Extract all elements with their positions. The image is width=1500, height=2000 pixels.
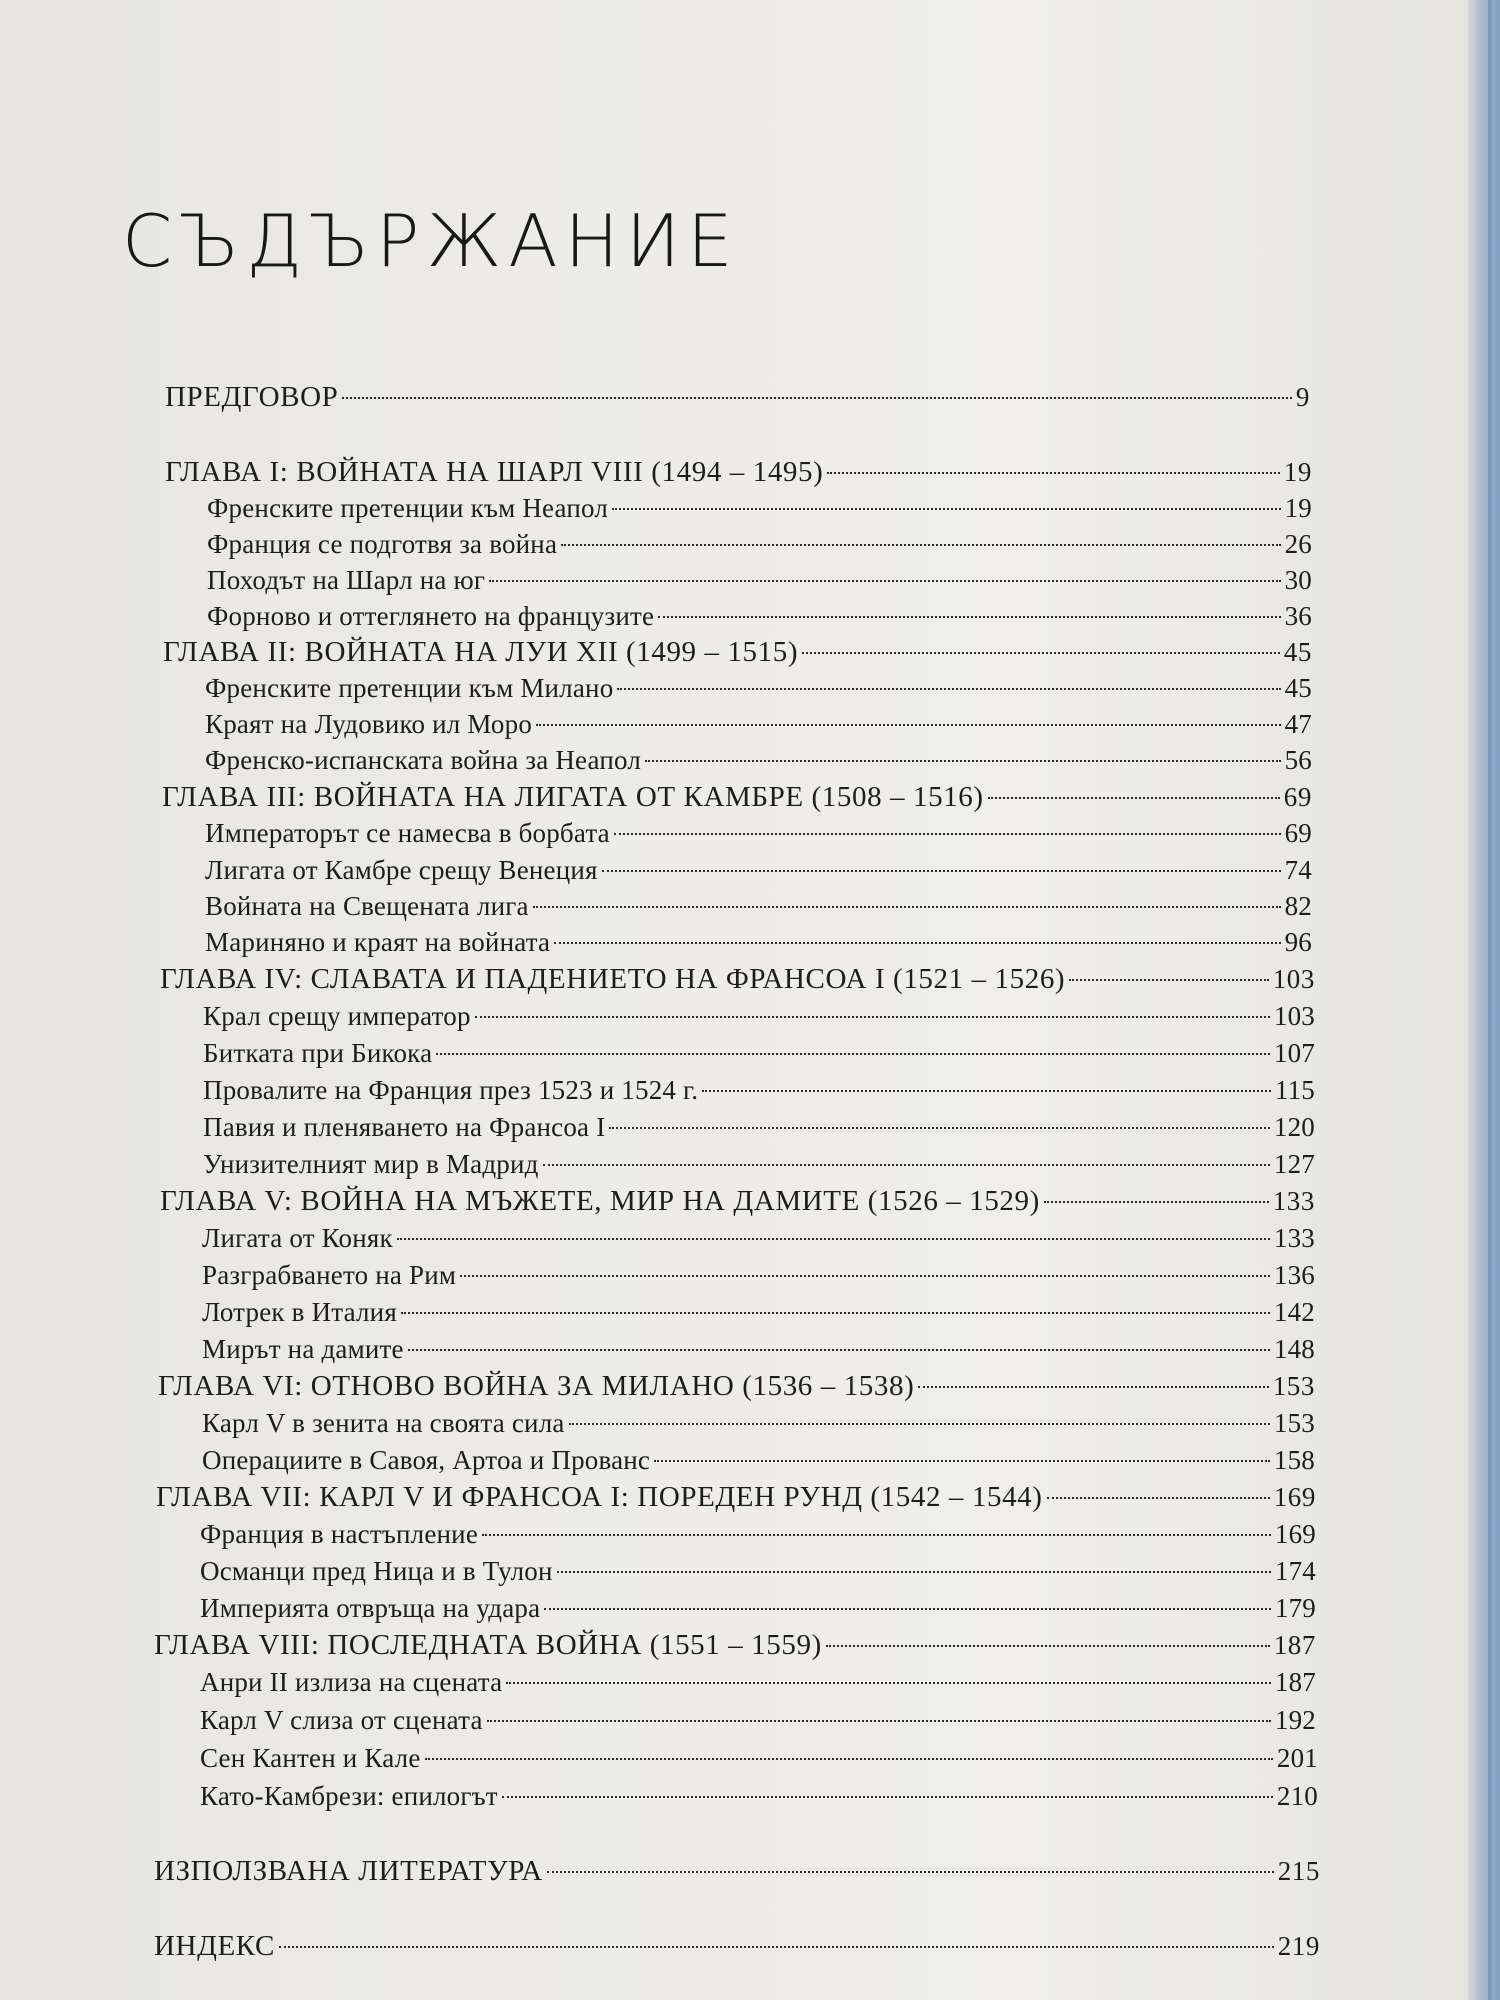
dot-leader <box>506 1682 1271 1684</box>
dot-leader <box>614 833 1281 835</box>
toc-page-number: 36 <box>1284 601 1312 631</box>
dot-leader <box>487 1720 1271 1722</box>
toc-section-entry <box>203 1145 1315 1183</box>
dot-leader <box>397 1238 1270 1240</box>
toc-entry-title: Мариняно и краят на войната <box>205 927 551 957</box>
toc-page-number: 103 <box>1273 1001 1315 1031</box>
toc-section-entry <box>205 923 1312 961</box>
toc-page-number: 219 <box>1277 1931 1320 1961</box>
toc-section-entry <box>205 705 1312 743</box>
dot-leader <box>569 1423 1270 1425</box>
dot-leader <box>489 580 1280 582</box>
dot-leader <box>658 616 1280 618</box>
toc-entry-title: Лотрек в Италия <box>202 1297 397 1327</box>
toc-section-entry <box>205 887 1312 925</box>
toc-entry-title: Операциите в Савоя, Артоа и Прованс <box>202 1445 651 1475</box>
toc-page-number: 74 <box>1284 855 1312 885</box>
toc-entry-title: Франция в настъпление <box>200 1519 478 1549</box>
toc-section-entry <box>205 851 1312 889</box>
toc-entry-title: ГЛАВА VI: ОТНОВО ВОЙНА ЗА МИЛАНО (1536 – 1538) <box>158 1370 915 1402</box>
toc-entry-title: Мирът на дамите <box>202 1334 404 1364</box>
toc-entry-title: Анри II излиза на сцената <box>200 1667 503 1697</box>
toc-section-entry <box>202 1256 1315 1294</box>
toc-entry-title: ГЛАВА VIII: ПОСЛЕДНАТА ВОЙНА (1551 – 1559) <box>154 1629 822 1661</box>
toc-page-number: 107 <box>1273 1038 1315 1068</box>
dot-leader <box>436 1053 1270 1055</box>
toc-page-number: 215 <box>1277 1856 1320 1886</box>
dot-leader <box>475 1016 1270 1018</box>
dot-leader <box>536 724 1281 726</box>
dot-leader <box>1047 1497 1270 1499</box>
toc-page-number: 158 <box>1273 1445 1315 1475</box>
page-title: СЪДЪРЖАНИЕ <box>122 199 740 283</box>
toc-section-entry <box>200 1701 1316 1739</box>
toc-page-number: 153 <box>1272 1371 1315 1401</box>
toc-page-number: 9 <box>1295 382 1310 412</box>
toc-page-number: 179 <box>1274 1593 1316 1623</box>
toc-page-number: 82 <box>1284 891 1312 921</box>
toc-page-number: 69 <box>1284 818 1312 848</box>
toc-entry-title: ГЛАВА II: ВОЙНАТА НА ЛУИ XII (1499 – 1515) <box>163 636 799 668</box>
toc-entry-title: Крал срещу император <box>203 1001 471 1031</box>
toc-chapter-entry <box>165 453 1312 491</box>
toc-entry-title: Провалите на Франция през 1523 и 1524 г. <box>203 1075 699 1105</box>
dot-leader <box>702 1090 1271 1092</box>
toc-section-entry <box>205 814 1312 852</box>
toc-page-number: 26 <box>1284 529 1312 559</box>
toc-entry-title: Лигата от Коняк <box>202 1223 393 1253</box>
toc-page-number: 174 <box>1274 1556 1316 1586</box>
dot-leader <box>408 1349 1270 1351</box>
toc-section-entry <box>202 1219 1315 1257</box>
toc-entry-title: Императорът се намесва в борбата <box>205 818 610 848</box>
toc-chapter-entry <box>162 778 1312 816</box>
dot-leader <box>1069 979 1269 981</box>
toc-page-number: 187 <box>1273 1630 1316 1660</box>
dot-leader <box>645 760 1281 762</box>
toc-chapter-entry <box>163 633 1312 671</box>
toc-entry-title: Битката при Бикока <box>203 1038 433 1068</box>
dot-leader <box>547 1871 1274 1873</box>
toc-page-number: 192 <box>1274 1705 1316 1735</box>
toc-section-entry <box>202 1330 1315 1368</box>
toc-chapter-entry <box>158 1367 1315 1405</box>
toc-entry-title: Лигата от Камбре срещу Венеция <box>205 855 598 885</box>
dot-leader <box>617 688 1280 690</box>
toc-entry-title: ГЛАВА III: ВОЙНАТА НА ЛИГАТА ОТ КАМБРЕ (1508 – 1516) <box>162 781 984 813</box>
toc-section-entry <box>200 1552 1316 1590</box>
toc-chapter-entry <box>165 378 1310 416</box>
toc-entry-title: ГЛАВА V: ВОЙНА НА МЪЖЕТЕ, МИР НА ДАМИТЕ (1526 – 1529) <box>160 1185 1040 1217</box>
dot-leader <box>609 1127 1270 1129</box>
toc-section-entry <box>207 561 1312 599</box>
toc-entry-title: Империята отвръща на удара <box>200 1593 541 1623</box>
toc-entry-title: ГЛАВА VII: КАРЛ V И ФРАНСОА I: ПОРЕДЕН РУНД (1542 – 1544) <box>156 1481 1043 1513</box>
toc-section-entry <box>200 1515 1316 1553</box>
toc-entry-title: Френските претенции към Милано <box>205 673 614 703</box>
toc-page-number: 96 <box>1284 927 1312 957</box>
toc-page-number: 169 <box>1274 1519 1316 1549</box>
toc-entry-title: Френско-испанската война за Неапол <box>205 745 642 775</box>
dot-leader <box>482 1534 1271 1536</box>
toc-section-entry <box>207 489 1312 527</box>
toc-entry-title: Като-Камбрези: епилогът <box>200 1781 498 1811</box>
toc-section-entry <box>202 1441 1315 1479</box>
toc-entry-title: Павия и пленяването на Франсоа I <box>203 1112 606 1142</box>
toc-page-number: 56 <box>1284 745 1312 775</box>
dot-leader <box>342 397 1292 399</box>
dot-leader <box>460 1275 1270 1277</box>
toc-section-entry <box>203 1071 1315 1109</box>
toc-page-number: 47 <box>1284 709 1312 739</box>
toc-entry-title: ИЗПОЛЗВАНА ЛИТЕРАТУРА <box>154 1855 543 1887</box>
dot-leader <box>544 1608 1271 1610</box>
toc-section-entry <box>207 525 1312 563</box>
toc-entry-title: Краят на Лудовико ил Моро <box>205 709 533 739</box>
toc-entry-title: Разграбването на Рим <box>202 1260 457 1290</box>
toc-entry-title: Карл V в зенита на своята сила <box>202 1408 565 1438</box>
toc-page-number: 210 <box>1276 1781 1318 1811</box>
dot-leader <box>561 544 1280 546</box>
toc-page-number: 142 <box>1273 1297 1315 1327</box>
toc-page-number: 120 <box>1273 1112 1315 1142</box>
toc-section-entry <box>202 1404 1315 1442</box>
toc-page-number: 201 <box>1276 1743 1318 1773</box>
dot-leader <box>827 472 1279 474</box>
dot-leader <box>826 1645 1270 1647</box>
toc-page-number: 148 <box>1273 1334 1315 1364</box>
dot-leader <box>557 1571 1271 1573</box>
toc-page-number: 45 <box>1283 637 1312 667</box>
toc-entry-title: Унизителният мир в Мадрид <box>203 1149 539 1179</box>
toc-section-entry <box>200 1777 1318 1815</box>
toc-page-number: 127 <box>1273 1149 1315 1179</box>
toc-chapter-entry <box>156 1478 1316 1516</box>
toc-section-entry <box>200 1663 1316 1701</box>
dot-leader <box>554 942 1280 944</box>
toc-chapter-entry <box>160 960 1315 998</box>
dot-leader <box>425 1758 1273 1760</box>
toc-entry-title: ГЛАВА I: ВОЙНАТА НА ШАРЛ VIII (1494 – 1495) <box>165 456 824 488</box>
toc-page-number: 153 <box>1273 1408 1315 1438</box>
dot-leader <box>401 1312 1270 1314</box>
toc-entry-title: Сен Кантен и Кале <box>200 1743 421 1773</box>
dot-leader <box>654 1460 1270 1462</box>
toc-entry-title: Форново и оттеглянето на французите <box>207 601 655 631</box>
toc-section-entry <box>203 997 1315 1035</box>
toc-page-number: 45 <box>1284 673 1312 703</box>
toc-page-number: 133 <box>1273 1223 1315 1253</box>
toc-section-entry <box>203 1034 1315 1072</box>
dot-leader <box>612 508 1281 510</box>
toc-chapter-entry <box>154 1927 1320 1965</box>
toc-page-number: 115 <box>1274 1075 1315 1105</box>
toc-entry-title: ГЛАВА IV: СЛАВАТА И ПАДЕНИЕТО НА ФРАНСОА I (1521 – 1526) <box>160 963 1066 995</box>
toc-section-entry <box>200 1739 1318 1777</box>
dot-leader <box>502 1796 1273 1798</box>
toc-page-number: 69 <box>1283 782 1312 812</box>
toc-entry-title: Войната на Свещената лига <box>205 891 529 921</box>
toc-section-entry <box>202 1293 1315 1331</box>
toc-chapter-entry <box>154 1852 1320 1890</box>
toc-entry-title: Османци пред Ница и в Тулон <box>200 1556 553 1586</box>
toc-page-number: 169 <box>1273 1482 1316 1512</box>
toc-chapter-entry <box>160 1182 1315 1220</box>
dot-leader <box>1044 1201 1269 1203</box>
dot-leader <box>602 870 1281 872</box>
toc-page-number: 30 <box>1284 565 1312 595</box>
dot-leader <box>533 906 1281 908</box>
dot-leader <box>918 1386 1268 1388</box>
dot-leader <box>802 652 1280 654</box>
toc-page-number: 19 <box>1284 493 1312 523</box>
toc-section-entry <box>200 1589 1316 1627</box>
toc-chapter-entry <box>154 1626 1316 1664</box>
dot-leader <box>543 1164 1270 1166</box>
toc-section-entry <box>207 597 1312 635</box>
dot-leader <box>988 797 1280 799</box>
toc-section-entry <box>205 741 1312 779</box>
toc-page-number: 136 <box>1273 1260 1315 1290</box>
toc-page-number: 187 <box>1274 1667 1316 1697</box>
toc-page-number: 19 <box>1283 457 1312 487</box>
dot-leader <box>279 1946 1274 1948</box>
toc-entry-title: ПРЕДГОВОР <box>165 381 339 413</box>
toc-page-number: 133 <box>1272 1186 1315 1216</box>
toc-page-number: 103 <box>1272 964 1315 994</box>
toc-entry-title: ИНДЕКС <box>154 1930 275 1962</box>
toc-entry-title: Походът на Шарл на юг <box>207 565 486 595</box>
toc-entry-title: Френските претенции към Неапол <box>207 493 609 523</box>
toc-section-entry <box>205 669 1312 707</box>
toc-entry-title: Карл V слиза от сцената <box>200 1705 483 1735</box>
toc-entry-title: Франция се подготвя за война <box>207 529 558 559</box>
toc-section-entry <box>203 1108 1315 1146</box>
